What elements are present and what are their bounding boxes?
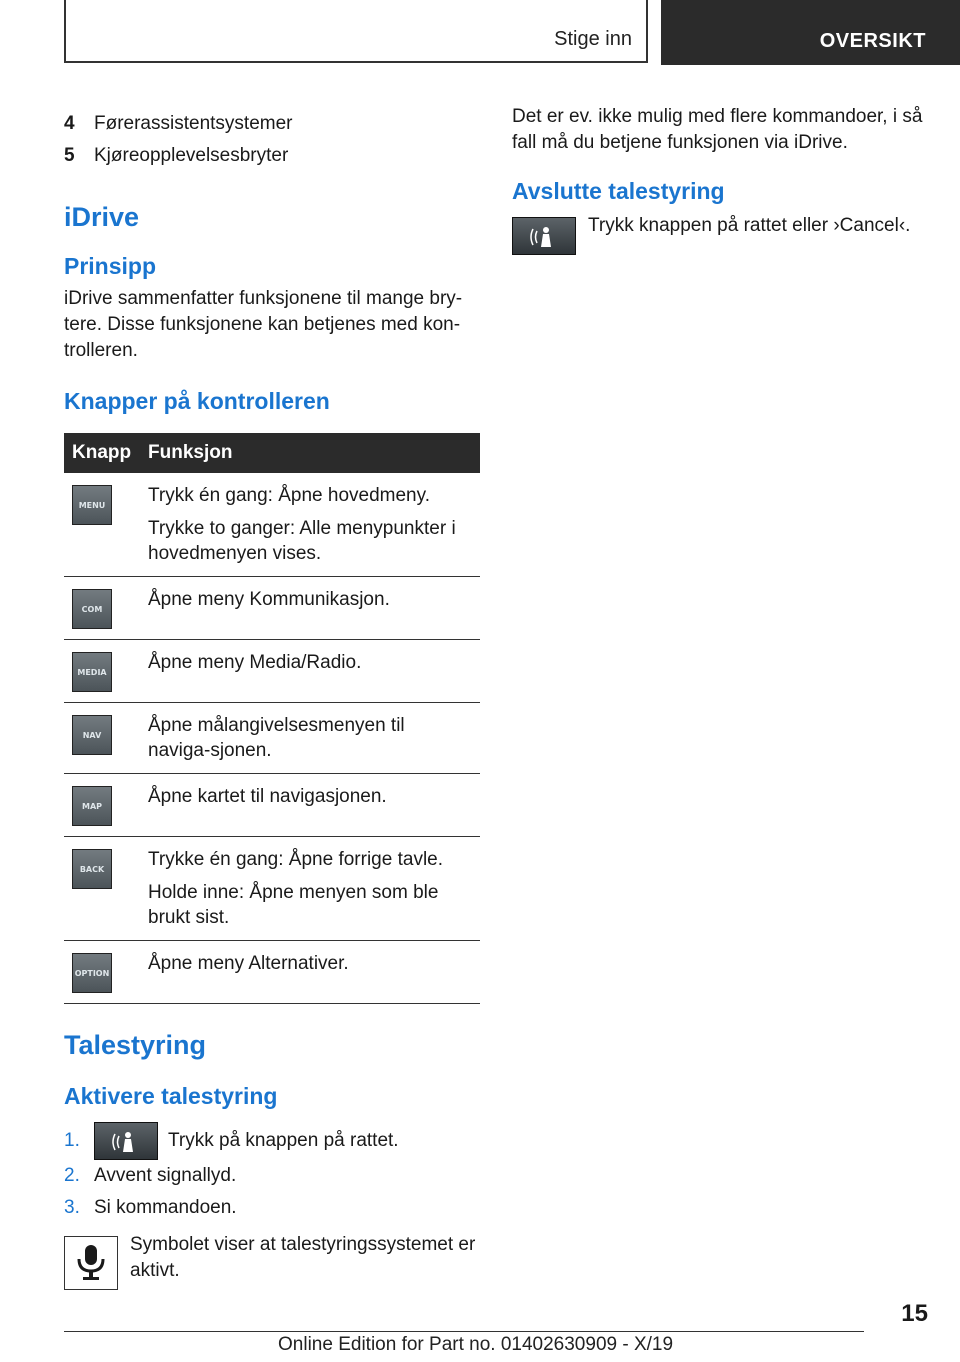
function-cell — [140, 703, 480, 774]
text-line: aktivt. — [130, 1260, 180, 1281]
key-cell — [64, 837, 140, 941]
symbol-note — [64, 1236, 480, 1290]
key-cell — [64, 640, 140, 703]
function-cell — [140, 473, 480, 577]
table-row — [64, 473, 480, 577]
text-line: tere. Disse funksjonene kan betjenes med kon- — [64, 314, 461, 335]
page-number: 15 — [901, 1300, 928, 1327]
header-back-label: Stige inn — [554, 28, 632, 50]
table-row — [64, 774, 480, 837]
menu-button-icon: MENU — [72, 485, 112, 525]
heading-prinsipp: Prinsipp — [64, 253, 157, 279]
paragraph-prinsipp — [64, 286, 480, 364]
key-cell — [64, 941, 140, 1004]
function-cell — [140, 837, 480, 941]
table-row — [64, 941, 480, 1004]
step-text: Si kommandoen. — [94, 1197, 237, 1218]
text-line: Symbolet viser at talestyringssystemet er — [130, 1234, 476, 1255]
function-cell — [140, 941, 480, 1004]
right-column — [512, 104, 932, 255]
header-section-label: OVERSIKT — [819, 30, 926, 52]
list-item — [64, 1122, 480, 1160]
header-section-tab[interactable] — [661, 0, 960, 65]
microphone-icon — [64, 1236, 118, 1290]
function-text: Holde inne: Åpne menyen som ble brukt sist. — [148, 882, 439, 928]
table-row — [64, 577, 480, 640]
function-text: Åpne meny Media/Radio. — [148, 652, 362, 673]
option-button-icon: OPTION — [72, 953, 112, 993]
nav-button-icon: NAV — [72, 715, 112, 755]
column-header-funksjon: Funksjon — [140, 433, 480, 473]
text-line: iDrive sammenfatter funksjonene til mange bry- — [64, 288, 463, 309]
function-text: Trykke én gang: Åpne forrige tavle. — [148, 849, 444, 870]
list-number: 5 — [64, 145, 75, 166]
footer-divider — [64, 1331, 864, 1332]
text-line: Det er ev. ikke mulig med flere kommandoer, i så — [512, 106, 923, 127]
step-number: 3. — [64, 1197, 80, 1218]
key-cell — [64, 473, 140, 577]
function-cell — [140, 774, 480, 837]
map-button-icon: MAP — [72, 786, 112, 826]
key-cell — [64, 577, 140, 640]
step-number: 2. — [64, 1165, 80, 1186]
function-cell — [140, 577, 480, 640]
table-row — [64, 703, 480, 774]
table-row — [64, 640, 480, 703]
symbol-text — [130, 1232, 475, 1290]
list-item — [64, 140, 480, 172]
function-cell — [140, 640, 480, 703]
column-header-knapp: Knapp — [64, 433, 140, 473]
steps-list — [64, 1122, 480, 1224]
function-text: Trykk én gang: Åpne hovedmeny. — [148, 485, 430, 506]
paragraph-commands — [512, 104, 932, 156]
text-line: fall må du betjene funksjonen via iDrive. — [512, 132, 848, 153]
numbered-list — [64, 108, 480, 172]
function-text: Åpne meny Kommunikasjon. — [148, 589, 390, 610]
function-text: Trykke to ganger: Alle menypunkter i hovedmenyen vises. — [148, 518, 456, 564]
media-button-icon: MEDIA — [72, 652, 112, 692]
key-cell — [64, 703, 140, 774]
left-column — [64, 108, 480, 1290]
function-text: Åpne kartet til navigasjonen. — [148, 786, 387, 807]
footer-edition: Online Edition for Part no. 01402630909 - X/19 — [278, 1334, 674, 1355]
back-button-icon: BACK — [72, 849, 112, 889]
avslutte-step — [512, 217, 932, 255]
controller-keys-table — [64, 433, 480, 1004]
heading-knapper: Knapper på kontrolleren — [64, 388, 330, 414]
com-button-icon: COM — [72, 589, 112, 629]
avslutte-text: Trykk knappen på rattet eller ›Cancel‹. — [588, 215, 911, 236]
step-text: Avvent signallyd. — [94, 1165, 237, 1186]
list-item — [64, 108, 480, 140]
voice-speak-icon — [529, 223, 559, 249]
voice-button-icon — [512, 217, 576, 255]
list-number: 4 — [64, 113, 75, 134]
table-header-row — [64, 433, 480, 473]
list-text: Kjøreopplevelsesbryter — [94, 145, 289, 166]
header-back-tab[interactable] — [64, 0, 648, 63]
list-text: Førerassistentsystemer — [94, 113, 293, 134]
list-item — [64, 1192, 480, 1224]
text-line: trolleren. — [64, 340, 138, 361]
list-item — [64, 1160, 480, 1192]
function-text: Åpne målangivelsesmenyen til naviga-sjonen. — [148, 715, 405, 761]
voice-button-icon — [94, 1122, 158, 1160]
step-number: 1. — [64, 1130, 80, 1151]
heading-avslutte: Avslutte talestyring — [512, 178, 725, 204]
heading-idrive: iDrive — [64, 202, 140, 232]
table-row — [64, 837, 480, 941]
heading-aktivere: Aktivere talestyring — [64, 1083, 278, 1109]
step-text: Trykk på knappen på rattet. — [168, 1130, 399, 1151]
key-cell — [64, 774, 140, 837]
function-text: Åpne meny Alternativer. — [148, 953, 349, 974]
voice-speak-icon — [111, 1128, 141, 1154]
heading-talestyring: Talestyring — [64, 1030, 207, 1060]
